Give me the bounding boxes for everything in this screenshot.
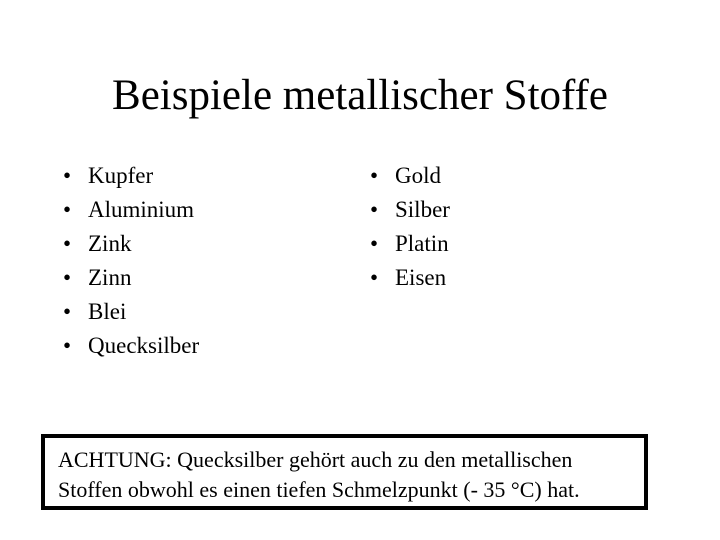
warning-text-line-2: Stoffen obwohl es einen tiefen Schmelzpunkt (- 35 °C) hat.: [58, 477, 580, 502]
list-item-label: Platin: [395, 231, 449, 256]
bullet-icon: •: [62, 333, 72, 358]
bullet-icon: •: [62, 197, 72, 222]
list-item-label: Gold: [395, 163, 441, 188]
list-item-label: Eisen: [395, 265, 447, 290]
bullet-icon: •: [369, 265, 379, 290]
list-item-label: Quecksilber: [88, 333, 200, 358]
list-item-label: Blei: [88, 299, 127, 324]
bullet-icon: •: [62, 231, 72, 256]
bullet-icon: •: [369, 231, 379, 256]
bullet-icon: •: [369, 197, 379, 222]
warning-box: [41, 434, 648, 510]
list-item-label: Aluminium: [88, 197, 195, 222]
bullet-icon: •: [369, 163, 379, 188]
bullet-icon: •: [62, 265, 72, 290]
slide-title: Beispiele metallischer Stoffe: [112, 72, 608, 119]
bullet-icon: •: [62, 163, 72, 188]
list-item-label: Zinn: [88, 265, 132, 290]
list-item-label: Kupfer: [88, 163, 154, 188]
bullet-icon: •: [62, 299, 72, 324]
warning-text-line-1: ACHTUNG: Quecksilber gehört auch zu den metallischen: [58, 447, 573, 472]
list-item-label: Silber: [395, 197, 450, 222]
list-item-label: Zink: [88, 231, 132, 256]
